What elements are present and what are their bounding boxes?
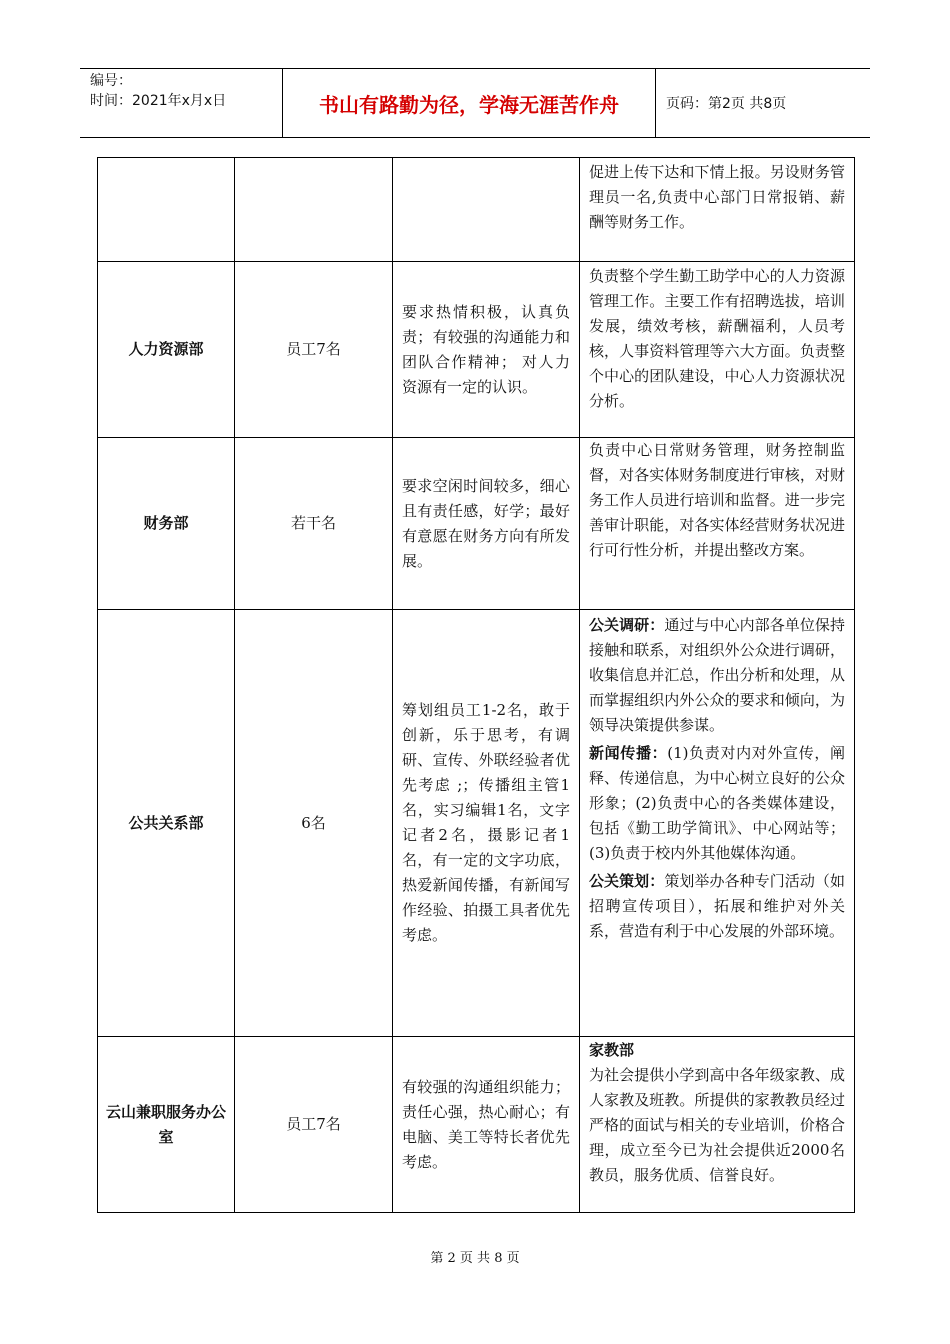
count-cell: 若干名	[235, 438, 393, 610]
duty-text: 为社会提供小学到高中各年级家教、成人家教及班教。所提供的家教教员经过严格的面试与相关的专业培训，价格合理，成立至今已为社会提供近2000名教员，服务优质、信誉良好。	[589, 1066, 845, 1184]
duty-text: 促进上传下达和下情上报。另设财务管理员一名,负责中心部门日常报销、薪酬等财务工作。	[589, 163, 845, 231]
count-cell: 员工7名	[235, 262, 393, 438]
dept-cell: 人力资源部	[98, 262, 235, 438]
duty-cell	[580, 262, 855, 438]
duty-section-text: (1)负责对内对外宣传，阐释、传递信息，为中心树立良好的公众形象；(2)负责中心的各类媒体建设，包括《勤工助学简讯》、中心网站等； (3)负责于校内外其他媒体沟通。	[589, 744, 845, 862]
duty-section-text: 通过与中心内部各单位保持接触和联系，对组织外公众进行调研，收集信息并汇总，作出分析和处理，从而掌握组织内外公众的要求和倾向，为领导决策提供参谋。	[589, 616, 845, 734]
requirement-cell: 要求空闲时间较多，细心且有责任感，好学；最好有意愿在财务方向有所发展。	[393, 438, 580, 610]
dept-cell: 财务部	[98, 438, 235, 610]
duty-section-title: 家教部	[589, 1041, 635, 1059]
duty-cell	[580, 438, 855, 610]
duty-section	[589, 610, 845, 738]
count-cell: 员工7名	[235, 1037, 393, 1213]
dept-cell	[98, 158, 235, 262]
table-row	[98, 262, 855, 438]
page-indicator: 页码：第2页 共8页	[666, 96, 787, 112]
page-header	[80, 68, 870, 138]
duty-section-text: 策划举办各种专门活动（如招聘宣传项目），拓展和维护对外关系，营造有利于中心发展的外部环境。	[589, 872, 845, 940]
page-footer: 第 2 页 共 8 页	[430, 1251, 520, 1266]
duty-section-title: 公关调研：	[589, 616, 665, 634]
duty-cell	[580, 610, 855, 1037]
duty-cell	[580, 158, 855, 262]
header-meta	[80, 69, 282, 137]
duty-section	[589, 866, 845, 944]
requirement-cell: 要求热情积极，认真负责；有较强的沟通能力和团队合作精神； 对人力资源有一定的认识。	[393, 262, 580, 438]
dept-cell: 公共关系部	[98, 610, 235, 1037]
duty-text: 负责中心日常财务管理，财务控制监督，对各实体财务制度进行审核，对财务工作人员进行培训和监督。进一步完善审计职能，对各实体经营财务状况进行可行性分析，并提出整改方案。	[589, 441, 845, 559]
table-row	[98, 1037, 855, 1213]
duty-text: 负责整个学生勤工助学中心的人力资源管理工作。主要工作有招聘选拔，培训发展，绩效考核，薪酬福利，人员考核，人事资料管理等六大方面。负责整个中心的团队建设，中心人力资源状况分析。	[589, 267, 845, 410]
duty-section	[589, 738, 845, 866]
requirement-cell: 筹划组员工1-2名，敢于创新，乐于思考，有调研、宣传、外联经验者优先考虑 ;；传播组主管1名，实习编辑1名，文字记者2名，摄影记者1名，有一定的文字功底，热爱新闻传播，有新闻写作经验、拍摄工具者优先考虑。	[393, 610, 580, 1037]
table-row	[98, 158, 855, 262]
department-table	[97, 157, 855, 1213]
dept-cell: 云山兼职服务办公室	[98, 1037, 235, 1213]
number-label: 编号：	[90, 73, 132, 89]
header-motto: 书山有路勤为径，学海无涯苦作舟	[282, 69, 656, 137]
count-cell	[235, 158, 393, 262]
requirement-cell	[393, 158, 580, 262]
duty-cell	[580, 1037, 855, 1213]
requirement-cell: 有较强的沟通组织能力；责任心强，热心耐心；有电脑、美工等特长者优先考虑。	[393, 1037, 580, 1213]
duty-section-title: 公关策划：	[589, 872, 665, 890]
date-label: 时间：2021年x月x日	[90, 93, 227, 109]
table-row	[98, 438, 855, 610]
duty-section-title: 新闻传播：	[589, 744, 668, 762]
table-row	[98, 610, 855, 1037]
count-cell: 6名	[235, 610, 393, 1037]
